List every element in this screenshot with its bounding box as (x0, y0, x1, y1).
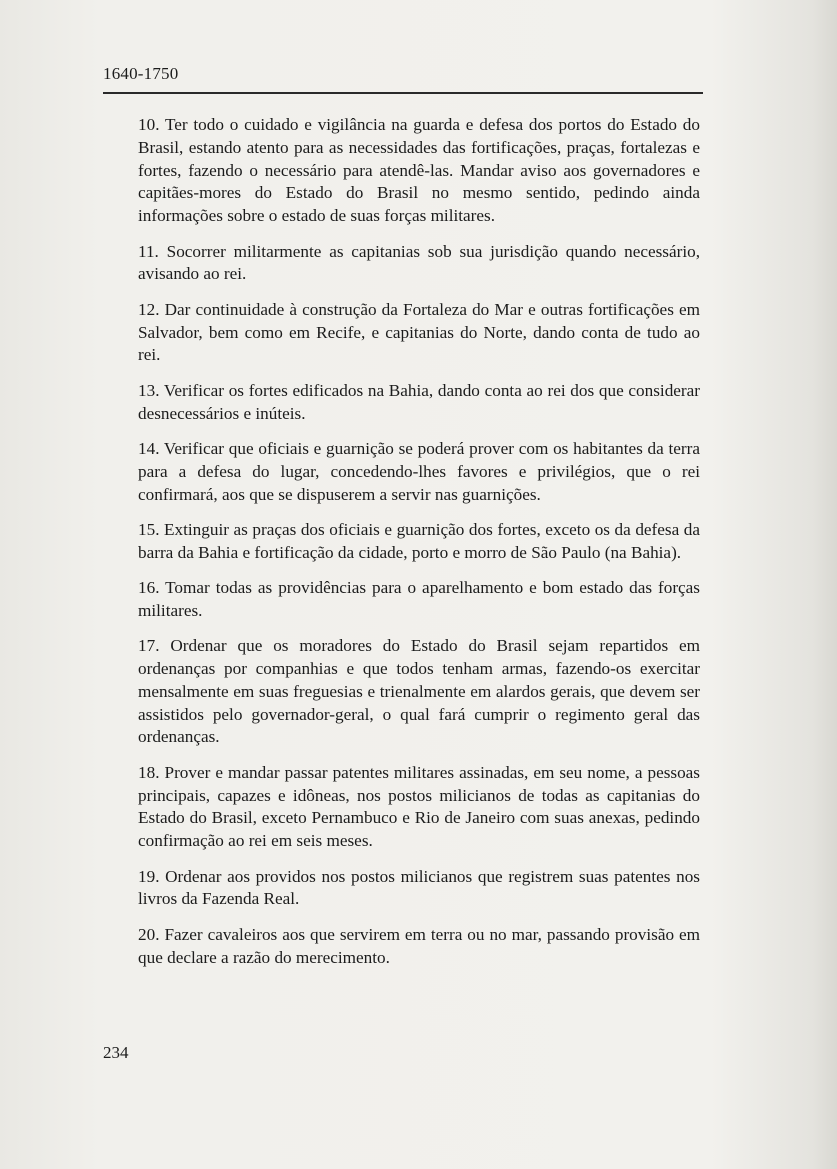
paragraph-16: 16. Tomar todas as providências para o aparelhamento e bom estado das forças militares. (138, 578, 700, 620)
running-head: 1640-1750 (103, 64, 179, 83)
header-rule (103, 92, 703, 94)
paragraph-15: 15. Extinguir as praças dos oficiais e guarnição dos fortes, exceto os da defesa da barra da Bahia e fortificação da cidade, porto e morro de São Paulo (na Bahia). (138, 519, 700, 562)
page-header (103, 64, 703, 94)
paragraph-18: 18. Prover e mandar passar patentes militares assinadas, em seu nome, a pessoas principais, capazes e idôneas, nos postos milicianos de todas as capitanias do Estado do Brasil, exceto Pernambuco e Rio de Janeiro com suas anexas, pedindo confirmação ao rei em seis meses. (138, 762, 700, 851)
paragraph-19: 19. Ordenar aos providos nos postos milicianos que registrem suas patentes nos livros da Fazenda Real. (138, 866, 700, 909)
paragraph-13: 13. Verificar os fortes edificados na Bahia, dando conta ao rei dos que considerar desnecessários e inúteis. (138, 380, 700, 423)
paragraph-12: 12. Dar continuidade à construção da Fortaleza do Mar e outras fortificações em Salvador, bem como em Recife, e capitanias do Norte, dando conta de tudo ao rei. (138, 299, 700, 365)
paragraph-11: 11. Socorrer militarmente as capitanias sob sua jurisdição quando necessário, avisando ao rei. (138, 241, 700, 284)
paragraph-20: 20. Fazer cavaleiros aos que servirem em terra ou no mar, passando provisão em que declare a razão do merecimento. (138, 924, 700, 967)
paragraph-10: 10. Ter todo o cuidado e vigilância na guarda e defesa dos portos do Estado do Brasil, estando atento para as necessidades das fortificações, praças, fortalezas e fortes, fazendo o necessário para atendê-las. Mandar aviso aos governadores e capitães-mores do Estado do Brasil no mesmo sentido, pedindo ainda informações sobre o estado de suas forças militares. (138, 115, 700, 226)
paragraph-17: 17. Ordenar que os moradores do Estado do Brasil sejam repartidos em ordenanças por companhias e que todos tenham armas, fazendo-os exercitar mensalmente em suas freguesias e trienalmente em alardos gerais, que devem ser assistidos pelo governador-geral, o qual fará cumprir o regimento geral das ordenanças. (138, 636, 700, 747)
body-text (138, 114, 700, 982)
page-number: 234 (103, 1043, 129, 1062)
paragraph-14: 14. Verificar que oficiais e guarnição se poderá prover com os habitantes da terra para a defesa do lugar, concedendo-lhes favores e privilégios, que o rei confirmará, aos que se dispuserem a servir nas guarnições. (138, 438, 700, 504)
